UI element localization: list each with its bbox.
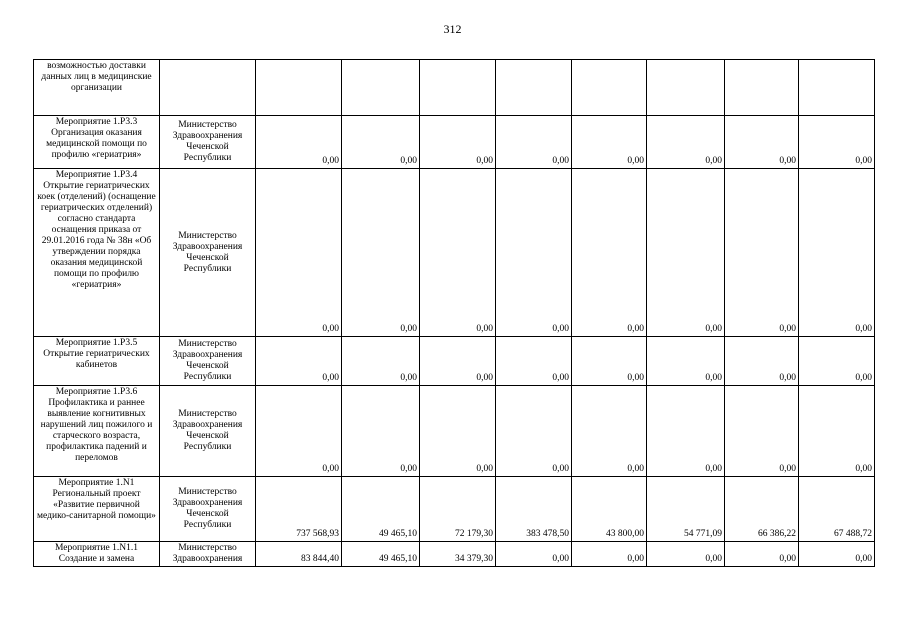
amount-cell	[572, 60, 647, 116]
table-row	[34, 386, 875, 477]
amount-cell: 0,00	[725, 542, 799, 567]
executor-cell: Министерство Здравоохранения Чеченской Республики	[160, 337, 256, 386]
amount-cell: 0,00	[647, 337, 725, 386]
amount-cell: 737 568,93	[256, 477, 342, 542]
activity-name-cell: Мероприятие 1.N1 Региональный проект «Развитие первичной медико-санитарной помощи»	[34, 477, 160, 542]
amount-cell: 0,00	[799, 542, 875, 567]
table-row	[34, 337, 875, 386]
amount-cell: 0,00	[799, 116, 875, 169]
amount-cell: 0,00	[647, 386, 725, 477]
executor-cell: Министерство Здравоохранения Чеченской Республики	[160, 169, 256, 337]
amount-cell	[725, 60, 799, 116]
amount-cell: 0,00	[647, 542, 725, 567]
amount-cell: 49 465,10	[342, 477, 420, 542]
amount-cell: 0,00	[496, 116, 572, 169]
amount-cell: 0,00	[572, 386, 647, 477]
amount-cell: 0,00	[725, 386, 799, 477]
page-number: 312	[443, 22, 462, 36]
amount-cell: 0,00	[647, 169, 725, 337]
amount-cell: 0,00	[256, 116, 342, 169]
amount-cell: 67 488,72	[799, 477, 875, 542]
amount-cell: 0,00	[420, 386, 496, 477]
amount-cell: 0,00	[420, 169, 496, 337]
amount-cell: 0,00	[572, 169, 647, 337]
budget-table	[33, 59, 875, 567]
amount-cell: 0,00	[572, 116, 647, 169]
amount-cell: 383 478,50	[496, 477, 572, 542]
amount-cell: 43 800,00	[572, 477, 647, 542]
amount-cell: 83 844,40	[256, 542, 342, 567]
table-row	[34, 60, 875, 116]
activity-name-cell: Мероприятие 1.Р3.3 Организация оказания медицинской помощи по профилю «гериатрия»	[34, 116, 160, 169]
activity-name-cell: Мероприятие 1.Р3.5 Открытие гериатрических кабинетов	[34, 337, 160, 386]
amount-cell: 0,00	[256, 337, 342, 386]
amount-cell: 0,00	[342, 116, 420, 169]
amount-cell: 54 771,09	[647, 477, 725, 542]
amount-cell	[420, 60, 496, 116]
activity-name-cell: Мероприятие 1.N1.1 Создание и замена	[34, 542, 160, 567]
activity-name-cell: возможностью доставки данных лиц в медицинские организации	[34, 60, 160, 116]
amount-cell: 0,00	[725, 337, 799, 386]
amount-cell: 0,00	[725, 169, 799, 337]
amount-cell: 0,00	[572, 337, 647, 386]
executor-cell: Министерство Здравоохранения Чеченской Республики	[160, 116, 256, 169]
amount-cell: 34 379,30	[420, 542, 496, 567]
activity-name-cell: Мероприятие 1.Р3.4 Открытие гериатрических коек (отделений) (оснащение гериатрических отделений) согласно стандарта оснащения приказа от 29.01.2016 года № 38н «Об утверждении порядка оказания медицинской помощи по профилю «гериатрия»	[34, 169, 160, 337]
executor-cell	[160, 60, 256, 116]
amount-cell	[647, 60, 725, 116]
amount-cell: 0,00	[799, 386, 875, 477]
amount-cell: 0,00	[799, 337, 875, 386]
amount-cell: 49 465,10	[342, 542, 420, 567]
amount-cell: 0,00	[647, 116, 725, 169]
amount-cell: 0,00	[420, 337, 496, 386]
amount-cell: 0,00	[496, 386, 572, 477]
executor-cell: Министерство Здравоохранения Чеченской Республики	[160, 386, 256, 477]
activity-name-cell: Мероприятие 1.Р3.6 Профилактика и раннее выявление когнитивных нарушений лиц пожилого и старческого возраста, профилактика падений и переломов	[34, 386, 160, 477]
amount-cell: 0,00	[572, 542, 647, 567]
amount-cell: 66 386,22	[725, 477, 799, 542]
amount-cell: 0,00	[496, 337, 572, 386]
amount-cell: 0,00	[420, 116, 496, 169]
table-row	[34, 169, 875, 337]
executor-cell: Министерство Здравоохранения Чеченской Республики	[160, 477, 256, 542]
table-row	[34, 477, 875, 542]
amount-cell: 0,00	[342, 337, 420, 386]
executor-cell: Министерство Здравоохранения	[160, 542, 256, 567]
table-row	[34, 116, 875, 169]
amount-cell: 0,00	[725, 116, 799, 169]
amount-cell: 0,00	[342, 169, 420, 337]
amount-cell	[342, 60, 420, 116]
amount-cell: 0,00	[256, 386, 342, 477]
amount-cell: 0,00	[342, 386, 420, 477]
amount-cell	[496, 60, 572, 116]
amount-cell: 72 179,30	[420, 477, 496, 542]
table-row	[34, 542, 875, 567]
amount-cell: 0,00	[496, 542, 572, 567]
amount-cell	[256, 60, 342, 116]
amount-cell: 0,00	[256, 169, 342, 337]
amount-cell: 0,00	[799, 169, 875, 337]
amount-cell: 0,00	[496, 169, 572, 337]
amount-cell	[799, 60, 875, 116]
